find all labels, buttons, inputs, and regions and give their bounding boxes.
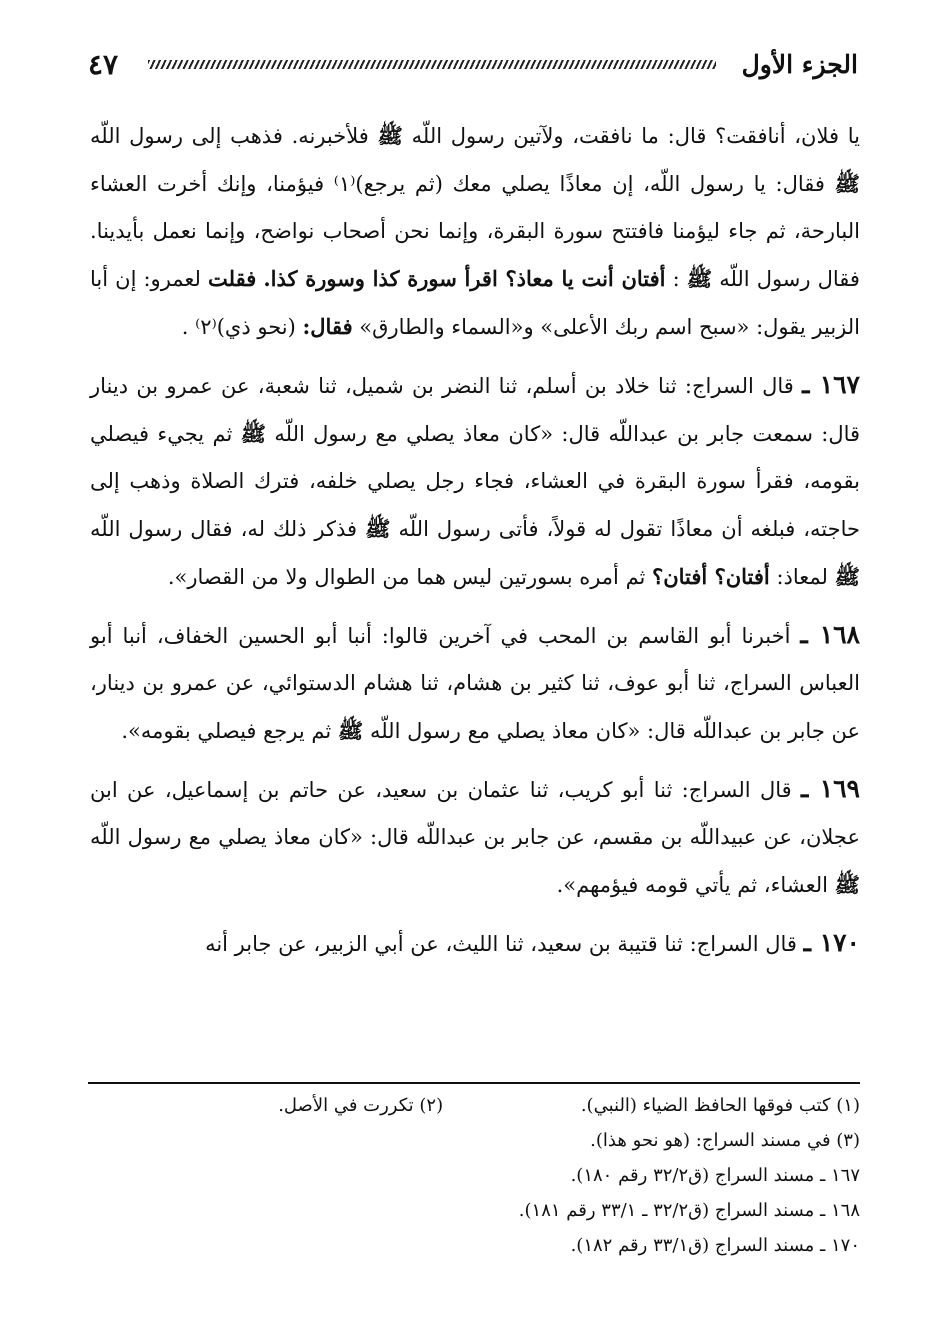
footnote-3: (٣) في مسند السراج: (هو نحو هذا). [590,1130,860,1151]
text-segment: يا فلان، أنافقت؟ قال: ما نافقت، ولآتين رسول اللّه [411,124,860,148]
footnote-row [88,1088,860,1123]
hadith-167 [90,361,860,601]
source-170: ١٧٠ ـ مسند السراج (ق٣٣/١ رقم ١٨٢). [570,1235,860,1256]
text-segment: : [672,267,680,291]
bold-quote: أفتان؟ أفتان؟ [652,564,770,589]
salutation-ligature: ﷺ [377,123,403,148]
text-segment: . [181,315,189,339]
text-segment: فقال: يا رسول اللّه، إن معاذًا يصلي معك (ثم يرجع) [355,172,825,196]
running-head: الجزء الأول [741,49,858,79]
hadith-number: ١٧٠ ـ [803,928,860,957]
salutation-ligature: ﷺ [834,171,860,196]
text-segment: فيؤمنا، وإنك أخرت العشاء البارحة، ثم جاء ليؤمنا فافتتح سورة البقرة، وإنما نحن أصحاب نواضح، وإنما نعمل بأيدينا. فقال رسول اللّه [90,172,860,291]
text-segment: ثم يرجع فيصلي بقومه». [121,719,332,743]
hadith-168 [90,611,860,755]
text-segment: قال السراج: ثنا قتيبة بن سعيد، ثنا الليث، عن أبي الزبير، عن جابر أنه [205,932,797,956]
salutation-ligature: ﷺ [365,516,391,541]
text-segment: العشاء، ثم يأتي قومه فيؤمهم». [556,873,828,897]
footnote-2: (٢) تكررت في الأصل. [278,1095,444,1116]
salutation-ligature: ﷺ [337,718,364,743]
text-segment: قال السراج: ثنا أبو كريب، ثنا عثمان بن سعيد، عن حاتم بن إسماعيل، عن ابن عجلان، عن عبيداللّه بن مقسم، عن جابر بن عبداللّه قال: «كان معاذ يصلي مع رسول اللّه [90,778,860,849]
salutation-ligature: ﷺ [834,872,860,897]
page-header [88,42,858,86]
bold-text: فقلت [208,266,257,291]
header-rule [148,60,716,69]
text-segment: أخبرنا أبو القاسم بن المحب في آخرين قالوا: أنبا أبو الحسين الخفاف، أنبا أبو العباس السراج، ثنا أبو عوف، ثنا كثير بن هشام، ثنا هشام الدستوائي، عن عمرو بن دينار، عن جابر بن عبداللّه قال: «كان معاذ يصلي مع رسول اللّه [90,624,861,743]
footnote-ref: ⁽١⁾ [333,172,356,196]
hadith-170 [90,919,860,968]
source-167: ١٦٧ ـ مسند السراج (ق٣٢/٢ رقم ١٨٠). [570,1165,860,1186]
hadith-number: ١٦٧ ـ [802,370,860,399]
footnotes [88,1082,860,1263]
text-segment: فذكر ذلك له، فقال رسول اللّه [90,517,358,541]
text-segment: قال السراج: ثنا خلاد بن أسلم، ثنا النضر بن شميل، ثنا شعبة، عن عمرو بن دينار قال: سمعت جابر بن عبداللّه قال: «كان معاذ يصلي مع رسول اللّه [90,374,861,446]
salutation-ligature: ﷺ [240,421,267,446]
text-segment: (نحو ذي) [216,315,296,339]
bold-quote: أفتان أنت يا معاذ؟ اقرأ سورة كذا وسورة كذا. [263,266,666,291]
text-segment: ثم يجيء فيصلي بقومه، فقرأ سورة البقرة في العشاء، فجاء رجل يصلي خلفه، فترك الصلاة وذهب إلى حاجته، فبلغه أن معاذًا تقول له قولاً، فأتى رسول اللّه [90,422,860,541]
hadith-number: ١٦٨ ـ [800,620,860,649]
hadith-169 [90,765,860,909]
text-segment: فلأخبرنه. فذهب إلى رسول اللّه [90,124,369,148]
text-segment: لمعاذ: [776,565,828,589]
footnote-1: (١) كتب فوقها الحافظ الضياء (النبي). [580,1095,860,1116]
salutation-ligature: ﷺ [686,266,713,291]
hadith-number: ١٦٩ ـ [801,774,860,803]
source-168: ١٦٨ ـ مسند السراج (ق٣٢/٢ ـ ٣٣/١ رقم ١٨١). [518,1200,860,1221]
salutation-ligature: ﷺ [834,564,860,589]
text-segment: ثم أمره بسورتين ليس هما من الطوال ولا من القصار». [167,565,646,589]
bold-text: فقال: [302,314,353,339]
text-segment: لعمرو: إن أبا الزبير يقول: «سبح اسم ربك الأعلى» و«السماء والطارق» [90,267,860,339]
page-number: ٤٧ [88,47,119,81]
paragraph-continuation [90,112,860,351]
main-text [90,112,860,978]
footnote-ref: ⁽٢⁾ [195,315,217,339]
